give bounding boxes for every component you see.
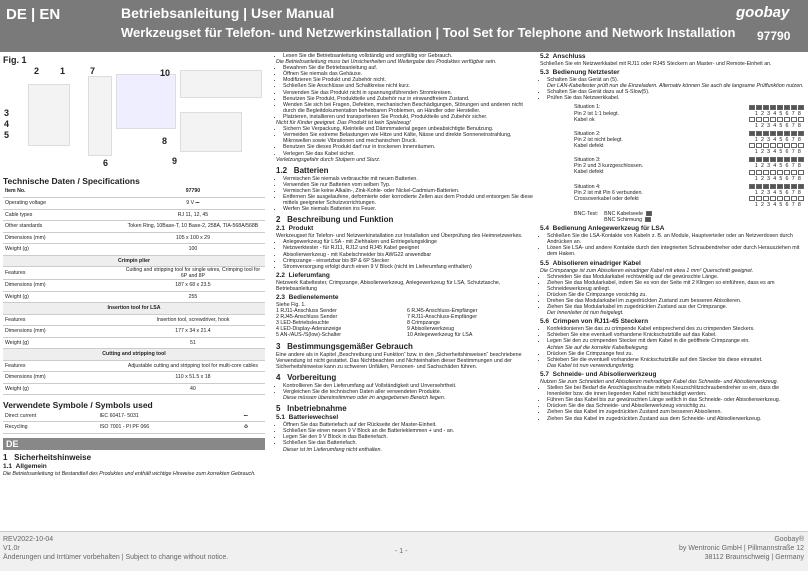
section-title: Beschreibung und Funktion <box>287 215 394 225</box>
section-title: Bestimmungsgemäßer Gebrauch <box>287 341 413 351</box>
symbols-title: Verwendete Symbole / Symbols used <box>3 400 153 411</box>
brand-logo: goobay <box>736 4 790 21</box>
column-1 <box>3 173 265 477</box>
header-bar <box>0 0 808 52</box>
led-icon <box>645 217 651 222</box>
list-item: • Schließen Sie die LSA-Kontakte von Kabeln z. B. an Module, Hauptverteiler oder an Netzverdosen durch Andrücken an. <box>547 233 804 245</box>
list-item: • Führen Sie das Kabel bis zur gewünschten Länge seitlich in das Schneide- oder Abisolierwerkzeug. <box>547 397 804 403</box>
table-cell-value: 97790 <box>121 186 265 198</box>
situation <box>574 157 804 181</box>
list-item: • Schließen Sie einen neuen 9 V Block an die Batterieklemmen + und - an. <box>283 428 534 434</box>
crimp-plier-image <box>116 74 176 129</box>
italic-note: Nutzen Sie zum Schneiden und Abisolieren mehradriger Kabel das Schneide- und Abisolierwerkzeug. <box>540 378 779 385</box>
stripping-tool-image <box>180 112 242 152</box>
control-item: 7 RJ11-Anschluss-Empfänger <box>407 314 477 321</box>
table-cell-value: 110 x 51.5 x 18 <box>121 372 265 384</box>
list-item: • Schalten Sie das Gerät an (5). <box>547 77 804 83</box>
table-cell-key: Dimensions (mm) <box>3 326 121 338</box>
recycling-icon: ♻ <box>242 422 265 434</box>
numbered-list <box>540 274 804 311</box>
de-language-bar: DE <box>3 438 265 450</box>
callout: 10 <box>160 68 171 78</box>
section-title: Lieferumfang <box>288 271 330 279</box>
callout: 7 <box>90 66 96 76</box>
controls-grid <box>276 308 534 338</box>
section-title: Batteriewechsel <box>288 414 339 422</box>
tester-master-image <box>28 84 70 146</box>
situation-result: Kabel defekt <box>574 143 604 150</box>
language-indicator: DE | EN <box>6 6 61 23</box>
lsa-tool-image <box>180 70 262 98</box>
numbered-list <box>276 422 534 446</box>
callout: 2 <box>34 66 40 76</box>
section-title: Produkt <box>288 225 314 233</box>
table-row <box>3 372 265 384</box>
table-cell-key: Dimensions (mm) <box>3 280 121 292</box>
table-cell-value: Insertion tool, screwdriver, hook <box>121 314 265 326</box>
revision: REV2022-10-04 <box>3 536 54 543</box>
section-number: 5.7 <box>540 370 550 378</box>
italic-note: Der LAN-Kabeltester prüft nun die Einzeladern. Alternativ können Sie auch die langsame Prüffunktion nutzen. <box>547 83 804 90</box>
list-item: • Platzieren, installieren und transportieren Sie Produkt, Produktteile und Zubehör sicher. <box>283 114 534 120</box>
section-title: Anschluss <box>552 53 586 60</box>
list-item: • Stellen Sie bei Bedarf die Anschlagsschraube mittels Kreuzschlitzschraubendreher so ein, dass die Innenleiter bzw. die innen liegenden Kabel nicht beschädigt werden. <box>547 385 804 397</box>
list-item: • Öffnen Sie niemals das Gehäuse. <box>283 71 534 77</box>
callout: 4 <box>4 119 10 129</box>
paragraph: Die Betriebsanleitung ist Bestandteil des Produktes und enthält wichtige Hinweise zum korrekten Gebrauch. <box>3 470 256 477</box>
table-cell-key: Weight (g) <box>3 337 121 349</box>
table-cell-key: Weight (g) <box>3 291 121 303</box>
numbered-list <box>276 383 534 395</box>
callout: 8 <box>162 136 168 146</box>
table-row <box>3 383 265 395</box>
bnc-core: BNC Kabelseele <box>604 210 644 217</box>
specs-table <box>3 186 265 395</box>
table-cell-value: Cutting and stripping tool for single wires, Crimping tool for 6P and 8P <box>121 267 265 280</box>
table-row <box>3 422 265 434</box>
list-item: • Schieben Sie die eventuell vorhandene Knickschutztülle auf den Stecker bis diese einrastet. <box>547 357 804 363</box>
list-item: • Ziehen Sie das Kabel im zugedrückten Zustand zum besseren Abisolieren. <box>547 409 804 415</box>
table-cell-value: RJ 11, 12, 45 <box>121 209 265 221</box>
control-item: 2 RJ45-Anschluss Sender <box>276 314 338 321</box>
callout: 1 <box>60 66 66 76</box>
list-item: • Öffnen Sie das Batteriefach auf der Rückseite der Master-Einheit. <box>283 422 534 428</box>
section-number: 5 <box>276 404 281 414</box>
situation-desc: Pin 2 ist mit Pin 6 verbunden. <box>574 189 643 196</box>
control-item: 4 LED-Display-Aderanzeige <box>276 326 342 333</box>
list-item: • Drehen Sie das Modularkabel im zugedrückten Zustand zum besseren Abisolieren. <box>547 298 804 304</box>
bullet-list <box>276 65 534 120</box>
table-row <box>3 255 265 267</box>
table-cell: Direct current <box>3 410 98 422</box>
italic-note: Der Innenleiter ist nun freigelegt. <box>547 310 624 317</box>
table-cell-key: Dimensions (mm) <box>3 372 121 384</box>
list-item: • Verwenden Sie nur Batterien vom selben Typ. <box>283 182 534 188</box>
control-item: 10 Anlegewerkzeug für LSA <box>407 332 473 339</box>
list-item: • Wenden Sie sich bei Fragen, Defekten, mechanischen Beschädigungen, Störungen und anderen nicht durch die Begleitdokumentation behebbaren Problemen, an Händler oder Hersteller. <box>283 102 534 114</box>
table-row <box>3 326 265 338</box>
list-item: • Lesen Sie die Betriebsanleitung vollständig und sorgfältig vor Gebrauch. <box>283 53 534 59</box>
bnc-shield: BNC Schirmung <box>604 217 643 224</box>
italic-note: Verletzungsgefahr durch Stolpern und Sturz. <box>276 156 381 163</box>
list-item: • Crimpzange - einsetzbar bis 8P & 6P Stecker <box>283 258 534 264</box>
section-number: 1.1 <box>3 462 13 470</box>
table-cell-key: Weight (g) <box>3 244 121 256</box>
table-row <box>3 291 265 303</box>
paragraph: Eine andere als in Kapitel „Beschreibung und Funktion“ bzw. in den „Sicherheitshinweisen“ beschriebene Verwendung ist nicht gestattet. Das Nichtbeachten und Nichteinhalten dieser Bestimmungen und der Sicherheitshinweise kann zu schweren Unfällen, Personen- und Sachschäden führen. <box>276 351 522 370</box>
table-row <box>3 349 265 361</box>
control-item: 9 Abisolierwerkzeug <box>407 326 455 333</box>
paragraph: Werkzeugset für Telefon- und Netzwerkinstallation zur Installation und Überprüfung des Heimnetzwerkes. <box>276 233 523 240</box>
version: V1.0r <box>3 545 20 552</box>
table-section-header: Crimpin plier <box>3 255 265 267</box>
section-title: Crimpen von RJ11-45 Steckern <box>552 318 649 326</box>
footer: REV2022-10-04 V1.0r Änderungen und Irrtümer vorbehalten | Subject to change without notice. - 1 - Goobay® by Wentronic GmbH | Pillmannstraße 12 38112 Braunschweig | Germany <box>0 531 808 571</box>
page-title: Betriebsanleitung | User Manual <box>121 5 335 21</box>
table-cell-value: 100 <box>121 244 265 256</box>
numbered-list <box>540 351 804 363</box>
pin-numbers-top: 12345678 <box>754 110 804 117</box>
callout: 9 <box>172 156 178 166</box>
pin-numbers-bottom: 12345678 <box>754 201 804 208</box>
list-item: • Anlegewerkzeug für LSA - mit Ziehhaken und Entriegelungsklinge <box>283 239 534 245</box>
table-cell-key: Item No. <box>3 186 121 198</box>
callout: 3 <box>4 108 10 118</box>
list-item: • Schließen Sie das Batteriefach. <box>283 440 534 446</box>
pin-numbers-top: 12345678 <box>754 189 804 196</box>
italic-note: Das Kabel ist nun verwendungsfertig. <box>547 362 635 369</box>
situation-title: Situation 2: <box>574 130 601 137</box>
list-item: • Lösen Sie LSA- und andere Kontakte durch den integrierten Schraubendreher oder durch Herausziehen mit dem Haken. <box>547 245 804 257</box>
table-cell-key: Other standards <box>3 221 121 233</box>
table-cell-value: Adjustable cutting and stripping tool for multi-core cables <box>121 360 265 372</box>
italic-note: Nicht für Kinder geeignet. Das Produkt ist kein Spielzeug! <box>276 120 411 127</box>
pin-numbers-top: 12345678 <box>754 163 804 170</box>
table-cell-key: Features <box>3 360 121 372</box>
page-subtitle: Werkzeugset für Telefon- und Netzwerkinstallation | Tool Set for Telephone and Network Installation <box>121 25 736 40</box>
table-row <box>3 209 265 221</box>
situation-result: Crossoverkabel oder defekt <box>574 195 639 202</box>
bullet-list <box>540 233 804 257</box>
pin-numbers-bottom: 12345678 <box>754 122 804 129</box>
led-icon <box>646 211 652 216</box>
list-item: • Verlegen Sie das Kabel sicher. <box>283 151 534 157</box>
page-number: - 1 - <box>395 548 408 555</box>
numbered-list <box>540 326 804 344</box>
table-cell-key: Dimensions (mm) <box>3 232 121 244</box>
list-item: • Vergleichen Sie die technischen Daten aller verwendeten Produkte. <box>283 389 534 395</box>
control-item: 6 RJ45-Anschluss-Empfänger <box>407 308 478 315</box>
table-cell-value: 9 V ⎓ <box>121 198 265 210</box>
section-number: 3 <box>276 341 281 351</box>
table-row <box>3 337 265 349</box>
table-row <box>3 198 265 210</box>
list-item: • Drücken Sie die Crimpzange vorsichtig zu. <box>547 292 804 298</box>
italic-note: Achten Sie auf die korrekte Kabelbelegung. <box>547 344 649 351</box>
table-cell-key: Features <box>3 267 121 280</box>
symbols-table <box>3 410 265 434</box>
section-number: 5.6 <box>540 318 550 326</box>
list-item: • Drücken Sie die Crimpzange fest zu. <box>547 351 804 357</box>
table-cell-key: Cable types <box>3 209 121 221</box>
list-item: • Werfen Sie niemals Batterien ins Feuer. <box>283 206 534 212</box>
list-item: • Vermischen Sie keine Alkalin-, Zink-Kohle- oder Nickel-Cadmium-Batterien. <box>283 188 534 194</box>
italic-note: Die Crimpzange ist zum Abisolieren einadriger Kabel mit etwa 1 mm² Querschnitt geeignet. <box>540 267 754 274</box>
section-number: 5.2 <box>540 53 550 60</box>
list-item: • Netzwerktester - für RJ11, RJ12 und RJ45 Kabel geeignet <box>283 245 534 251</box>
item-code: 97790 <box>757 29 791 43</box>
address-line-2: 38112 Braunschweig | Germany <box>704 554 804 561</box>
list-item: • Kontrollieren Sie den Lieferumfang auf Vollständigkeit und Unversehrtheit. <box>283 383 534 389</box>
table-cell-value: 255 <box>121 291 265 303</box>
table-cell: IEC 60417- 5031 <box>98 410 242 422</box>
section-title: Abisolieren einadriger Kabel <box>552 259 641 267</box>
situation <box>574 104 804 128</box>
table-row <box>3 232 265 244</box>
list-item: • Konfektionieren Sie das zu crimpende Kabel entsprechend des zu crimpenden Steckers. <box>547 326 804 332</box>
list-item: • Ziehen Sie das Modularkabel im zugedrückten Zustand aus der Crimpzange. <box>547 304 804 310</box>
situation-desc: Pin 2 ist 1:1 belegt. <box>574 110 620 117</box>
numbered-list <box>540 77 804 101</box>
table-row <box>3 280 265 292</box>
table-cell: Recycling <box>3 422 98 434</box>
situation-result: Kabel ok <box>574 116 595 123</box>
list-item: • Entfernen Sie ausgelaufene, deformierte oder korrodierte Zellen aus dem Produkt und entsorgen Sie diese mittels geeigneter Schutzvorrichtungen. <box>283 194 534 206</box>
dc-symbol-icon: ⎓ <box>242 410 265 422</box>
control-item: 8 Crimpzange <box>407 320 440 327</box>
list-item: • Schneiden Sie das Modularkabel rechtwinklig auf die gewünschte Länge. <box>547 274 804 280</box>
table-cell-value: 177 x 34 x 21.4 <box>121 326 265 338</box>
list-item: • Abisolierwerkzeug - mit Kabelschneider bis AWG22 anwendbar <box>283 252 534 258</box>
disclaimer-de: Änderungen und Irrtümer vorbehalten <box>3 554 120 561</box>
situation-title: Situation 1: <box>574 104 601 111</box>
list-item: • Benutzen Sie dieses Produkt darf nur in trockenen Innenräumen. <box>283 144 534 150</box>
situation-desc: Pin 2 ist nicht belegt. <box>574 136 623 143</box>
section-number: 4 <box>276 372 281 382</box>
table-row <box>3 314 265 326</box>
bnc-test <box>574 211 804 223</box>
italic-note: Diese müssen übereinstimmen oder im angegebenen Bereich liegen. <box>283 395 446 402</box>
section-number: 5.3 <box>540 69 550 77</box>
list-item: • Sichern Sie Verpackung, Kleinteile und Dämmmaterial gegen unbeabsichtigte Benutzung. <box>283 126 534 132</box>
section-title: Batterien <box>293 165 329 175</box>
specs-title: Technische Daten / Specifications <box>3 176 140 186</box>
section-title: Schneide- und Abisolierwerkzeug <box>552 370 657 378</box>
list-item: • Bewahren Sie die Betriebsanleitung auf. <box>283 65 534 71</box>
bullet-list <box>276 126 534 156</box>
section-number: 5.1 <box>276 414 286 422</box>
situation-title: Situation 4: <box>574 183 601 190</box>
pin-numbers-bottom: 12345678 <box>754 149 804 156</box>
callout: 6 <box>103 158 109 168</box>
table-row <box>3 303 265 315</box>
list-item: • Verwenden Sie das Produkt nicht in spannungsführenden Stromkreisen. <box>283 90 534 96</box>
italic-note: Dieser ist im Lieferumfang nicht enthalten. <box>283 446 382 453</box>
list-item: • Ziehen Sie das Kabel im zugedrückten Zustand aus dem Schneide- und Abisolierwerkzeug. <box>547 416 804 422</box>
section-number: 1.2 <box>276 165 288 175</box>
section-number: 2.1 <box>276 225 286 233</box>
callout: 5 <box>4 130 10 140</box>
paragraph: Schließen Sie ein Netzwerkkabel mit RJ11 oder RJ45 Steckern an Master- und Remote-Einheit an. <box>540 61 772 67</box>
section-number: 5.5 <box>540 259 550 267</box>
table-cell: ISO 7001 - PI PF 066 <box>98 422 242 434</box>
list-item: • Legen Sie den zu crimpenden Stecker mit dem Kabel in die geöffnete Crimpzange ein. <box>547 338 804 344</box>
pin-numbers-top: 12345678 <box>754 136 804 143</box>
situation <box>574 184 804 208</box>
table-cell-value: 40 <box>121 383 265 395</box>
table-row <box>3 360 265 372</box>
list-item: • Stromversorgung erfolgt durch einen 9 V Block (nicht im Lieferumfang enthalten) <box>283 264 534 270</box>
table-section-header: Insertion tool for LSA <box>3 303 265 315</box>
table-row <box>3 267 265 280</box>
section-number: 2.2 <box>276 271 286 279</box>
list-item: • Schieben Sie eine eventuell vorhandene Knickschutztülle auf das Kabel. <box>547 332 804 338</box>
table-cell-value: Token Ring, 10Base-T, 10 Base-2, 258A, TIA-568A/568B <box>121 221 265 233</box>
address-line-1: by Wentronic GmbH | Pillmannstraße 12 <box>678 545 804 552</box>
pin-numbers-bottom: 12345678 <box>754 175 804 182</box>
bullet-list <box>276 239 534 269</box>
table-cell-value: 187 x 68 x 23.5 <box>121 280 265 292</box>
list-item: • Vermischen Sie niemals verbrauchte mit neuen Batterien. <box>283 176 534 182</box>
table-cell-value: 105 x 100 x 29 <box>121 232 265 244</box>
bnc-label: BNC-Test: <box>574 210 599 217</box>
figure-label: Fig. 1 <box>3 55 27 65</box>
paragraph: Siehe Fig. 1. <box>276 302 306 308</box>
table-cell-key: Weight (g) <box>3 383 121 395</box>
company: Goobay® <box>774 536 804 543</box>
section-title: Bedienung Anlegewerkzeug für LSA <box>552 225 665 233</box>
list-item: • Schließen Sie Anschlüsse und Schaltkreise nicht kurz. <box>283 83 534 89</box>
list-item: • Modifizieren Sie Produkt und Zubehör nicht. <box>283 77 534 83</box>
section-title: Vorbereitung <box>287 372 337 382</box>
section-number: 1 <box>3 452 8 462</box>
section-number: 2.3 <box>276 294 286 301</box>
list-item: • Ziehen Sie das Modularkabel, indem Sie es von der Seite mit 2 Klingen so einführen, dass es am Schneidewerkzeug anliegt. <box>547 280 804 292</box>
tester-remote-image <box>88 76 112 156</box>
situation <box>574 131 804 155</box>
section-title: Bedienung Netztester <box>552 69 620 77</box>
list-item: • Prüfen Sie das Netzwerkkabel. <box>547 95 804 101</box>
table-cell-value: 51 <box>121 337 265 349</box>
table-row <box>3 244 265 256</box>
column-2 <box>276 53 534 453</box>
numbered-list <box>540 385 804 422</box>
control-item: 3 LED-Betriebsleuchte <box>276 320 329 327</box>
situation-title: Situation 3: <box>574 157 601 164</box>
list-item: • Benutzen Sie Produkt, Produktteile und Zubehör nur in einwandfreiem Zustand. <box>283 96 534 102</box>
list-item: • Vermeiden Sie extreme Belastungen wie Hitze und Kälte, Nässe und direkte Sonneneinstrahlung, Mikrowellen sowie Vibrationen und mechanischen Druck. <box>283 132 534 144</box>
column-3 <box>540 53 804 422</box>
bullet-list <box>276 176 534 213</box>
situations-block <box>574 104 804 208</box>
section-title: Bedienelemente <box>288 294 339 301</box>
table-row <box>3 410 265 422</box>
table-cell-key: Features <box>3 314 121 326</box>
section-title: Inbetriebnahme <box>287 404 347 414</box>
list-item: • Schalten Sie das Gerät dazu auf S-Slow(5). <box>547 89 804 95</box>
table-section-header: Cutting and stripping tool <box>3 349 265 361</box>
section-title: Allgemein <box>15 462 47 470</box>
control-item: 1 RJ11-Anschluss Sender <box>276 308 337 315</box>
paragraph: Netzwerk Kabeltester, Crimpzange, Abisolierwerkzeug, Anlegewerkzeug für LSA, Schutztasche, Betriebsanleitung <box>276 279 501 292</box>
table-row <box>3 186 265 198</box>
table-cell-key: Operating voltage <box>3 198 121 210</box>
situation-desc: Pin 2 und 3 kurzgeschlossen. <box>574 163 644 170</box>
section-number: 5.4 <box>540 225 550 233</box>
figure-1 <box>0 66 270 170</box>
control-item: 5 AN-/AUS-/S(low)-Schalter <box>276 332 342 339</box>
list-item: • Legen Sie den 9 V Block in das Batteriefach. <box>283 434 534 440</box>
table-row <box>3 221 265 233</box>
situation-result: Kabel defekt <box>574 169 604 176</box>
list-item: • Drücken Sie die das Schneide- und Abisolierwerkzeug vorsichtig zu. <box>547 403 804 409</box>
italic-note: Die Betriebsanleitung muss bei Unsicherheiten und Weitergabe des Produktes verfügbar sein. <box>276 59 497 66</box>
disclaimer-en: Subject to change without notice. <box>125 554 229 561</box>
section-title: Sicherheitshinweise <box>14 452 92 462</box>
section-number: 2 <box>276 215 281 225</box>
